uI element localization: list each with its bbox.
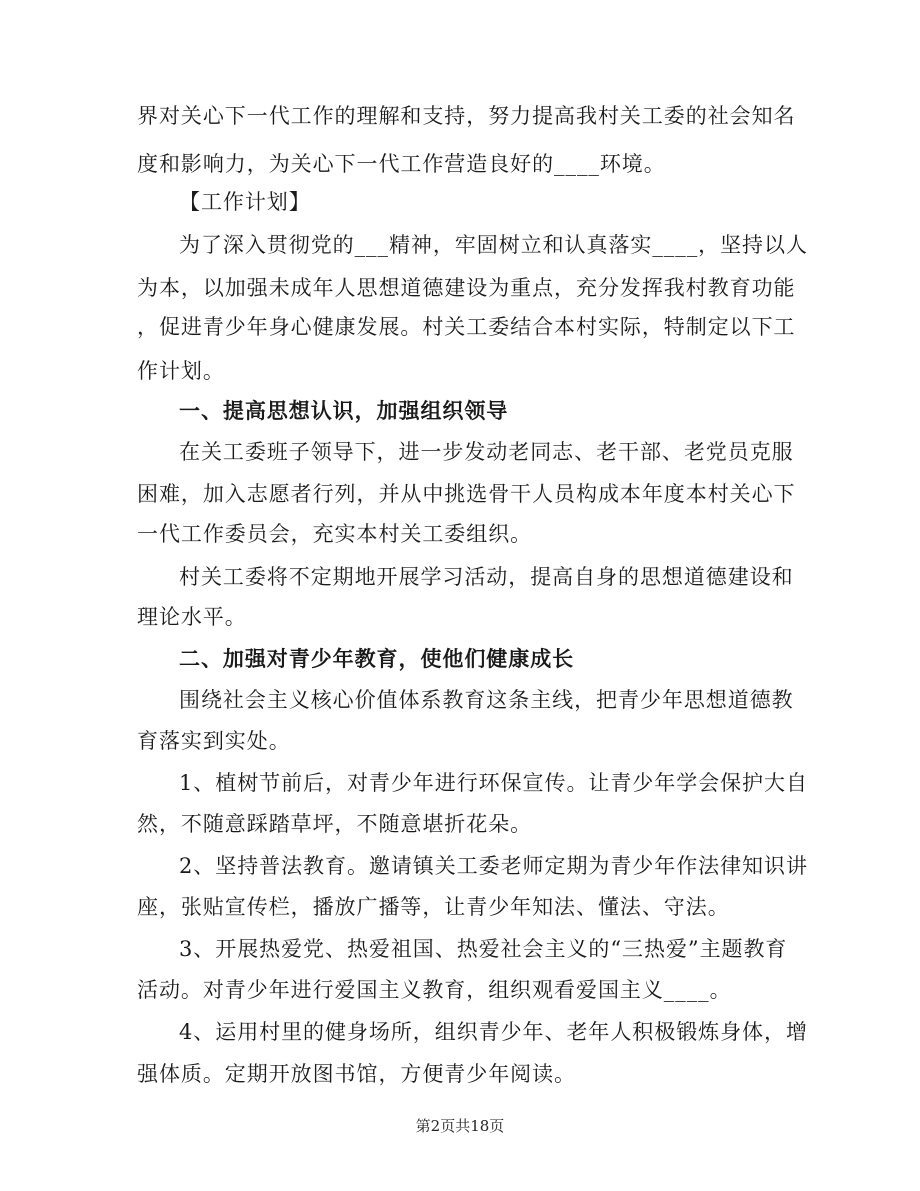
paragraph-line: 在关工委班子领导下，进一步发动老同志、老干部、老党员克服 [179,440,794,464]
paragraph-line: 1、植树节前后，对青少年进行环保宣传。让青少年学会保护大自 [179,771,808,795]
paragraph-line: 困难，加入志愿者行列，并从中挑选骨干人员构成本年度本村关心下 [137,482,796,506]
paragraph-line: 3、开展热爱党、热爱祖国、热爱社会主义的“三热爱”主题教育 [179,937,788,961]
paragraph-line: 村关工委将不定期地开展学习活动，提高自身的思想道德建设和 [179,565,794,589]
paragraph-line: 度和影响力，为关心下一代工作营造良好的____环境。 [137,152,666,176]
section-heading: 【工作计划】 [179,190,311,214]
paragraph-line: 为本，以加强未成年人思想道德建设为重点，充分发挥我村教育功能 [137,276,796,300]
paragraph-line: 理论水平。 [137,605,247,629]
paragraph-line: 育落实到实处。 [137,729,291,753]
paragraph-line: 4、运用村里的健身场所，组织青少年、老年人积极锻炼身体，增 [179,1020,808,1044]
paragraph-line: 围绕社会主义核心价值体系教育这条主线，把青少年思想道德教 [179,688,794,712]
paragraph-line: 作计划。 [137,359,225,383]
page-number-footer: 第2页共18页 [415,1117,505,1135]
paragraph-line: 2、坚持普法教育。邀请镇关工委老师定期为青少年作法律知识讲 [179,854,808,878]
paragraph-line: 座，张贴宣传栏，播放广播等，让青少年知法、懂法、守法。 [137,895,730,919]
paragraph-line: 然，不随意踩踏草坪，不随意堪折花朵。 [137,812,533,836]
paragraph-line: 一代工作委员会，充实本村关工委组织。 [137,522,533,546]
paragraph-line: 为了深入贯彻党的___精神，牢固树立和认真落实____，坚持以人 [179,233,808,257]
section-heading: 二、加强对青少年教育，使他们健康成长 [179,646,575,671]
paragraph-line: ，促进青少年身心健康发展。村关工委结合本村实际，特制定以下工 [137,315,796,339]
paragraph-line: 界对关心下一代工作的理解和支持，努力提高我村关工委的社会知名 [137,104,796,128]
paragraph-line: 活动。对青少年进行爱国主义教育，组织观看爱国主义____。 [137,978,732,1002]
section-heading: 一、提高思想认识，加强组织领导 [179,398,509,423]
paragraph-line: 强体质。定期开放图书馆，方便青少年阅读。 [137,1062,576,1086]
